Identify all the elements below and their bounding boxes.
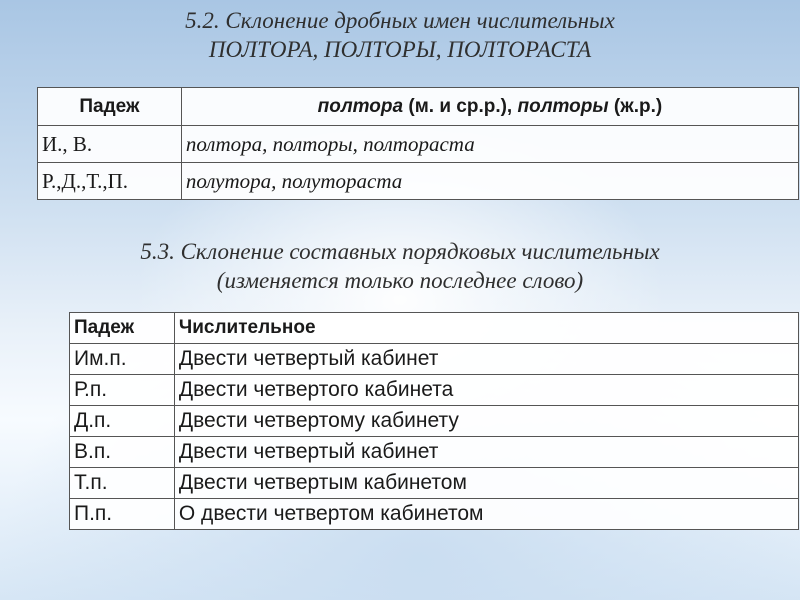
table-header-row: [70, 313, 799, 344]
case-cell: И., В.: [38, 126, 182, 163]
header-case: Падеж: [70, 313, 175, 344]
header-value: Числительное: [174, 313, 798, 344]
value-cell: полтора, полторы, полтораста: [181, 126, 798, 163]
section2-title: [0, 237, 800, 295]
value-cell: О двести четвертом кабинетом: [174, 499, 798, 530]
fractional-numerals-table: [37, 87, 799, 200]
case-cell: Р.п.: [70, 375, 175, 406]
case-cell: В.п.: [70, 437, 175, 468]
value-cell: Двести четвертый кабинет: [174, 437, 798, 468]
case-cell: Им.п.: [70, 344, 175, 375]
table-header-row: [38, 88, 799, 126]
ordinal-numerals-table: [69, 312, 799, 530]
case-cell: Д.п.: [70, 406, 175, 437]
section1-title-line2: ПОЛТОРА, ПОЛТОРЫ, ПОЛТОРАСТА: [208, 37, 592, 62]
header-value-part2: (м. и ср.р.),: [403, 95, 518, 117]
header-case: Падеж: [38, 88, 182, 126]
header-value: [181, 88, 798, 126]
table-row: [70, 499, 799, 530]
value-cell: Двести четвертого кабинета: [174, 375, 798, 406]
section2-title-line2: (изменяется только последнее слово): [216, 268, 584, 293]
section2-title-line1: 5.3. Склонение составных порядковых числительных: [140, 239, 660, 264]
table-row: [70, 437, 799, 468]
table-row: [38, 163, 799, 200]
case-cell: Т.п.: [70, 468, 175, 499]
case-cell: П.п.: [70, 499, 175, 530]
value-cell: полутора, полутораста: [181, 163, 798, 200]
table-row: [70, 375, 799, 406]
table-row: [70, 406, 799, 437]
table-row: [70, 344, 799, 375]
header-value-part4: (ж.р.): [608, 95, 663, 117]
value-cell: Двести четвертому кабинету: [174, 406, 798, 437]
value-cell: Двести четвертым кабинетом: [174, 468, 798, 499]
section1-title: [0, 6, 800, 64]
header-value-part1: полтора: [317, 95, 404, 117]
header-value-part3: полторы: [517, 95, 609, 117]
table-row: [70, 468, 799, 499]
value-cell: Двести четвертый кабинет: [174, 344, 798, 375]
table-row: [38, 126, 799, 163]
section1-title-line1: 5.2. Склонение дробных имен числительных: [185, 8, 615, 33]
case-cell: Р.,Д.,Т.,П.: [38, 163, 182, 200]
